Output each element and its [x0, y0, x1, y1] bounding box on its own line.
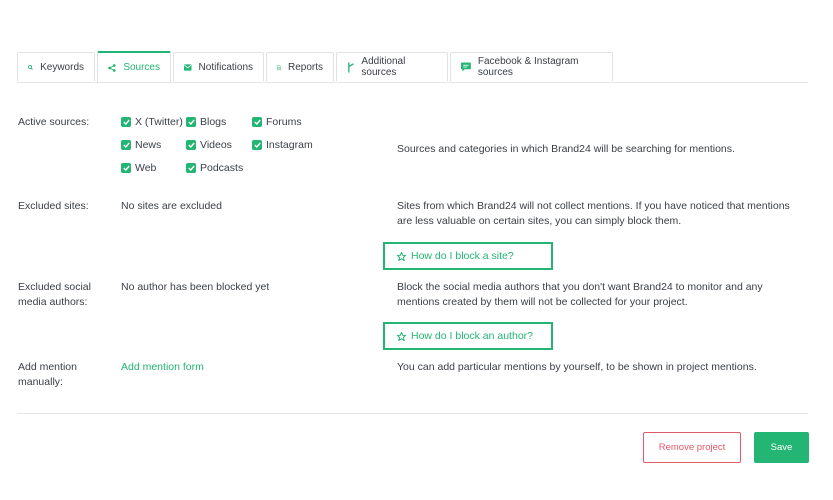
checkbox-checked-icon — [186, 117, 196, 127]
tab-bar — [17, 52, 808, 83]
tab-additional-sources[interactable] — [336, 52, 448, 81]
checkbox-blogs[interactable] — [186, 115, 226, 129]
checkbox-x-twitter[interactable] — [121, 115, 183, 129]
active-sources-description: Sources and categories in which Brand24 will be searching for mentions. — [397, 143, 735, 155]
chat-icon — [461, 62, 471, 72]
excluded-authors-value: No author has been blocked yet — [121, 281, 270, 293]
add-mention-description: You can add particular mentions by yourself, to be shown in project mentions. — [397, 361, 757, 373]
envelope-icon — [184, 63, 192, 72]
checkbox-checked-icon — [121, 117, 131, 127]
checkbox-instagram[interactable] — [252, 138, 313, 152]
checkbox-label: Forums — [266, 116, 302, 128]
checkbox-label: X (Twitter) — [135, 116, 183, 128]
tab-sources-label: Sources — [123, 62, 160, 73]
tab-notifications-label: Notifications — [198, 61, 253, 73]
excluded-authors-description-line1: Block the social media authors that you don't want Brand24 to monitor and any — [397, 281, 763, 293]
excluded-authors-label-line1: Excluded social — [18, 281, 91, 293]
excluded-authors-label-line2: media authors: — [18, 296, 88, 308]
filter-icon — [347, 62, 354, 73]
tab-reports-label: Reports — [287, 61, 323, 73]
star-icon — [397, 252, 406, 261]
excluded-sites-value: No sites are excluded — [121, 200, 222, 212]
checkbox-forums[interactable] — [252, 115, 302, 129]
help-link-block-site[interactable] — [383, 242, 553, 270]
tab-keywords-label: Keywords — [40, 61, 84, 73]
tab-additional-sources-label: Additional sources — [361, 56, 406, 78]
add-mention-label-line1: Add mention — [18, 361, 77, 373]
excluded-sites-description-line2: are less valuable on certain sites, you can simply block them. — [397, 215, 682, 227]
save-button[interactable]: Save — [754, 432, 809, 463]
star-icon — [397, 332, 406, 341]
help-link-block-author[interactable] — [383, 322, 553, 350]
checkbox-podcasts[interactable] — [186, 161, 243, 175]
tab-facebook-instagram-sources-label: Facebook & Instagram sources — [477, 56, 579, 78]
tab-notifications[interactable] — [173, 52, 264, 81]
tab-facebook-instagram-sources[interactable] — [450, 52, 613, 81]
help-link-block-author-label: How do I block an author? — [411, 330, 533, 342]
checkbox-label: Podcasts — [200, 162, 244, 174]
active-sources-label: Active sources: — [18, 116, 90, 128]
checkbox-checked-icon — [121, 163, 131, 173]
checkbox-web[interactable] — [121, 161, 156, 175]
checkbox-label: Blogs — [200, 116, 227, 128]
checkbox-videos[interactable] — [186, 138, 232, 152]
excluded-sites-description-line1: Sites from which Brand24 will not collect mentions. If you have noticed that mentions — [397, 200, 790, 212]
checkbox-checked-icon — [252, 140, 262, 150]
checkbox-checked-icon — [186, 163, 196, 173]
checkbox-news[interactable] — [121, 138, 161, 152]
checkbox-checked-icon — [121, 140, 131, 150]
tab-sources[interactable] — [97, 51, 171, 82]
divider — [17, 413, 808, 414]
checkbox-label: News — [135, 139, 162, 151]
share-icon — [108, 63, 116, 73]
checkbox-label: Videos — [200, 139, 232, 151]
search-icon — [28, 63, 33, 72]
help-link-block-site-label: How do I block a site? — [411, 250, 514, 262]
remove-project-button[interactable]: Remove project — [643, 432, 741, 463]
tab-keywords[interactable] — [17, 52, 95, 81]
document-icon — [277, 62, 281, 73]
tab-reports[interactable] — [266, 52, 334, 81]
add-mention-form-link[interactable]: Add mention form — [121, 361, 204, 373]
checkbox-checked-icon — [252, 117, 262, 127]
checkbox-checked-icon — [186, 140, 196, 150]
add-mention-label-line2: manually: — [18, 376, 63, 388]
excluded-authors-description-line2: mentions created by them will not be collected for your project. — [397, 296, 688, 308]
checkbox-label: Instagram — [266, 139, 313, 151]
checkbox-label: Web — [135, 162, 157, 174]
excluded-sites-label: Excluded sites: — [18, 200, 89, 212]
